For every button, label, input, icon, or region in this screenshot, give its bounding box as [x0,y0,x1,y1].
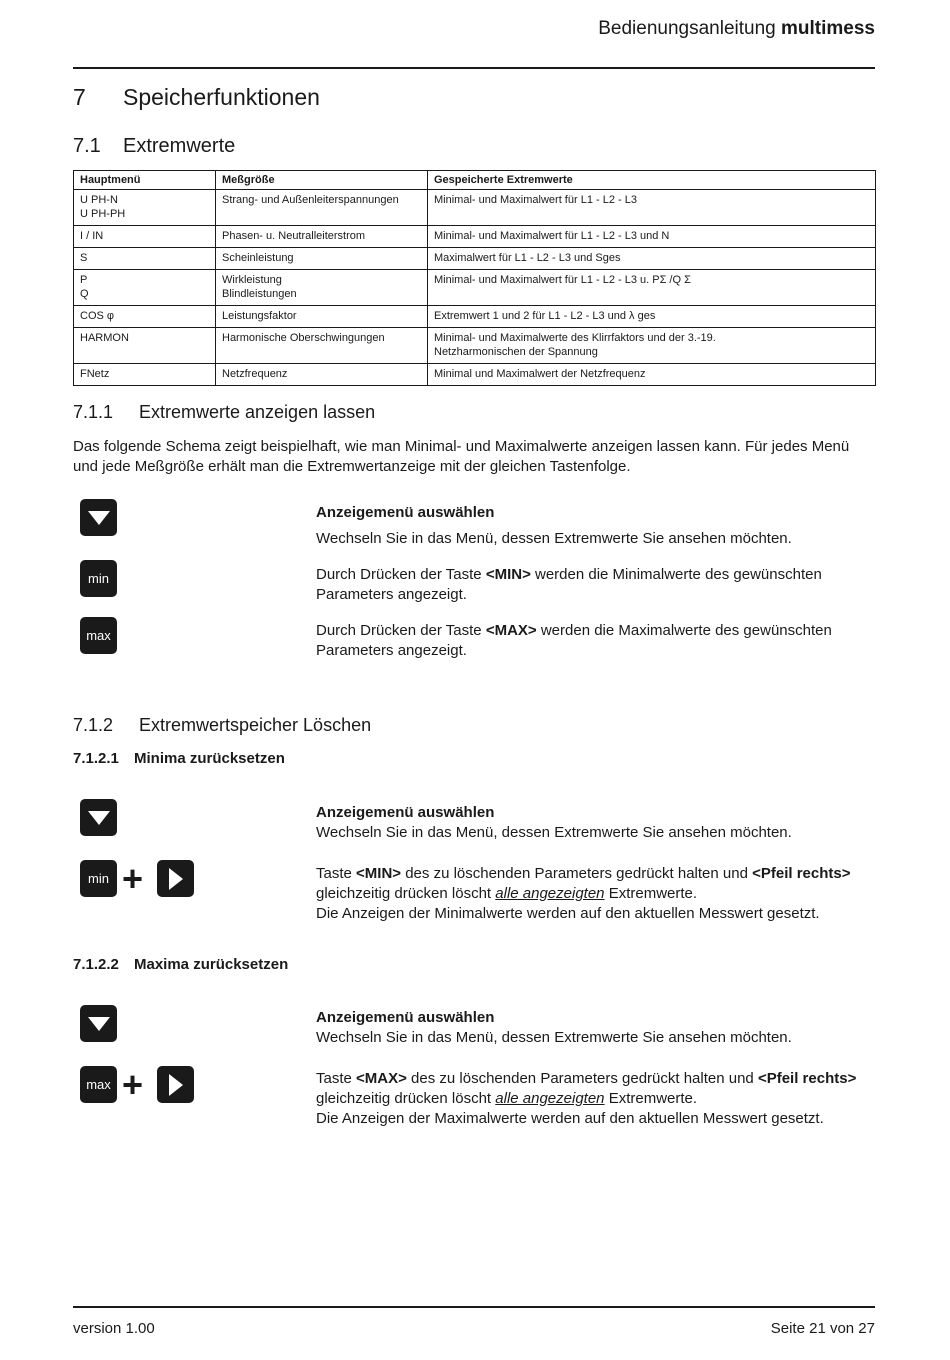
extremwerte-table [73,170,876,386]
table-cell: Extremwert 1 und 2 für L1 - L2 - L3 und λ ges [428,306,876,328]
table-cell: Leistungsfaktor [216,306,428,328]
min-key-icon: min [80,560,117,597]
maxima-step-select: Anzeigemenü auswählen Wechseln Sie in das Menü, dessen Extremwerte Sie ansehen möchten. [316,1009,792,1046]
table-cell: COS φ [74,306,216,328]
table-cell: Minimal- und Maximalwerte des Klirrfaktors und der 3.-19. Netzharmonischen der Spannung [428,328,876,364]
minima-step-reset: Taste <MIN> des zu löschenden Parameters gedrückt halten und <Pfeil rechts> gleichzeitig drücken löscht alle angezeigten Extremwerte. Die Anzeigen der Minimalwerte werden auf den aktuellen Messwert gesetzt. [316,865,851,922]
table-row [74,328,876,364]
subsection-heading-7-1-2: 7.1.2 Extremwertspeicher Löschen [73,715,372,735]
arrow-right-key-icon [157,1066,194,1103]
footer-version: version 1.00 [73,1320,155,1337]
col-header: Hauptmenü [74,171,216,190]
heading-7-1-2-2: 7.1.2.2 Maxima zurücksetzen [73,956,289,973]
table-cell: I / IN [74,226,216,248]
table-cell: HARMON [74,328,216,364]
step-text: Wechseln Sie in das Menü, dessen Extremwerte Sie ansehen möchten. [316,530,792,547]
plus-icon: + [122,858,144,899]
step-title: Anzeigemenü auswählen [316,504,495,521]
table-cell: Strang- und Außenleiterspannungen [216,190,428,226]
arrow-right-key-icon [157,860,194,897]
table-cell: Harmonische Oberschwingungen [216,328,428,364]
table-cell: Scheinleistung [216,248,428,270]
page-header [598,18,875,40]
header-brand: multimess [781,18,875,39]
maxima-step-reset: Taste <MAX> des zu löschenden Parameters gedrückt halten und <Pfeil rechts> gleichzeitig drücken löscht alle angezeigten Extremwerte. Die Anzeigen der Maximalwerte werden auf den aktuellen Messwert gesetzt. [316,1070,857,1127]
table-cell: Minimal- und Maximalwert für L1 - L2 - L3 und N [428,226,876,248]
table-cell: Netzfrequenz [216,364,428,386]
header-rule [73,67,875,69]
header-title: Bedienungsanleitung [598,18,776,39]
arrow-down-key-icon [80,499,117,536]
step-max: Durch Drücken der Taste <MAX> werden die Maximalwerte des gewünschten Parameters angezeigt. [316,622,832,659]
table-row [74,270,876,306]
heading-7-1-2-1: 7.1.2.1 Minima zurücksetzen [73,750,285,767]
subsection-heading-7-1: 7.1 Extremwerte [73,135,236,157]
table-cell: Minimal und Maximalwert der Netzfrequenz [428,364,876,386]
section-heading: 7 Speicherfunktionen [73,84,320,110]
table-row [74,306,876,328]
table-cell: Wirkleistung Blindleistungen [216,270,428,306]
max-key-icon: max [80,617,117,654]
table-row [74,226,876,248]
footer-rule [73,1306,875,1308]
table-cell: Maximalwert für L1 - L2 - L3 und Sges [428,248,876,270]
table-cell: U PH-N U PH-PH [74,190,216,226]
intro-paragraph: Das folgende Schema zeigt beispielhaft, wie man Minimal- und Maximalwerte anzeigen lassen kann. Für jedes Menü und jede Meßgröße erhält man die Extremwertanzeige mit der gleichen Tastenfolge. [73,438,850,475]
table-cell: Phasen- u. Neutralleiterstrom [216,226,428,248]
plus-icon: + [122,1064,144,1105]
table-row [74,248,876,270]
table-row [74,364,876,386]
subsection-heading-7-1-1: 7.1.1 Extremwerte anzeigen lassen [73,402,376,422]
arrow-down-key-icon [80,1005,117,1042]
table-cell: Minimal- und Maximalwert für L1 - L2 - L3 [428,190,876,226]
min-key-icon: min [80,860,117,897]
step-min: Durch Drücken der Taste <MIN> werden die Minimalwerte des gewünschten Parameters angezeigt. [316,566,822,603]
arrow-down-key-icon [80,799,117,836]
table-cell: S [74,248,216,270]
table-row [74,190,876,226]
footer-page: Seite 21 von 27 [770,1320,875,1337]
col-header: Meßgröße [216,171,428,190]
col-header: Gespeicherte Extremwerte [428,171,876,190]
table-cell: FNetz [74,364,216,386]
step-select-menu [316,503,878,549]
table-header-row [74,171,876,190]
max-key-icon: max [80,1066,117,1103]
table-cell: P Q [74,270,216,306]
table-cell: Minimal- und Maximalwert für L1 - L2 - L3 u. PΣ /Q Σ [428,270,876,306]
minima-step-select: Anzeigemenü auswählen Wechseln Sie in das Menü, dessen Extremwerte Sie ansehen möchten. [316,804,792,841]
